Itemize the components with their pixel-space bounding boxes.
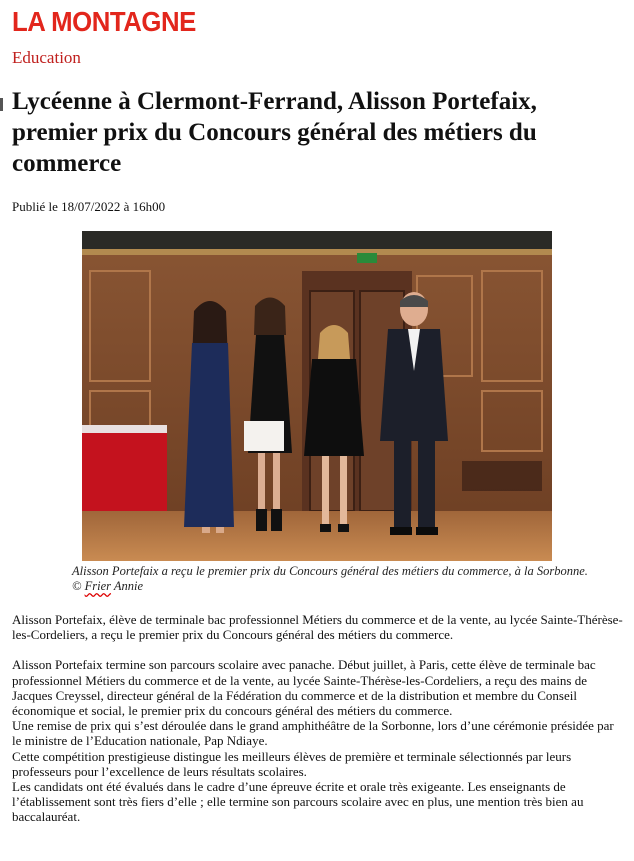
article-paragraph: Une remise de prix qui s’est déroulée dans le grand amphithéâtre de la Sorbonne, lors d’une cérémonie présidée par le ministre de l’Education nationale, Pap Ndiaye. xyxy=(12,718,614,749)
article-lead: Alisson Portefaix, élève de terminale bac professionnel Métiers du commerce et de la vente, au lycée Sainte-Thérèse-les-Cordeliers, a reçu le premier prix du Concours général des métiers du commerce. xyxy=(12,612,623,643)
site-logo[interactable]: LA MONTAGNE xyxy=(12,6,196,37)
article-paragraph: Alisson Portefaix termine son parcours scolaire avec panache. Début juillet, à Paris, cette élève de terminale bac professionnel Métiers du commerce et de la vente, au lycée Sainte-Thérèse-les-Cordeliers, a reçu des mains de Jacques Creyssel, directeur général de la Fédération du commerce et de la distribution et membre du Conseil économique et social, le premier prix du concours général des métiers du commerce. xyxy=(12,657,596,719)
article-body xyxy=(12,612,624,825)
title-marker xyxy=(0,98,3,111)
caption-credit-firstname: Annie xyxy=(111,579,144,593)
caption-text: Alisson Portefaix a reçu le premier prix du Concours général des métiers du commerce, à la Sorbonne. © xyxy=(72,564,588,593)
photo-caption xyxy=(72,564,592,594)
caption-credit-surname: Frier xyxy=(84,579,112,593)
article-title: Lycéenne à Clermont-Ferrand, Alisson Portefaix, premier prix du Concours général des métiers du commerce xyxy=(12,88,537,177)
article-category[interactable]: Education xyxy=(12,48,81,67)
publish-date: Publié le 18/07/2022 à 16h00 xyxy=(12,199,166,214)
article-photo xyxy=(82,231,552,561)
article-paragraph: Cette compétition prestigieuse distingue les meilleurs élèves de première et terminale sélectionnés par leurs professeurs pour l’excellence de leurs résultats scolaires. xyxy=(12,748,572,779)
article-paragraph: Les candidats ont été évalués dans le cadre d’une épreuve écrite et orale très exigeante. Les enseignants de l’établissement sont très fiers d’elle ; elle termine son parcours scolaire avec en plus, une mention très bien au baccalauréat. xyxy=(12,779,584,825)
